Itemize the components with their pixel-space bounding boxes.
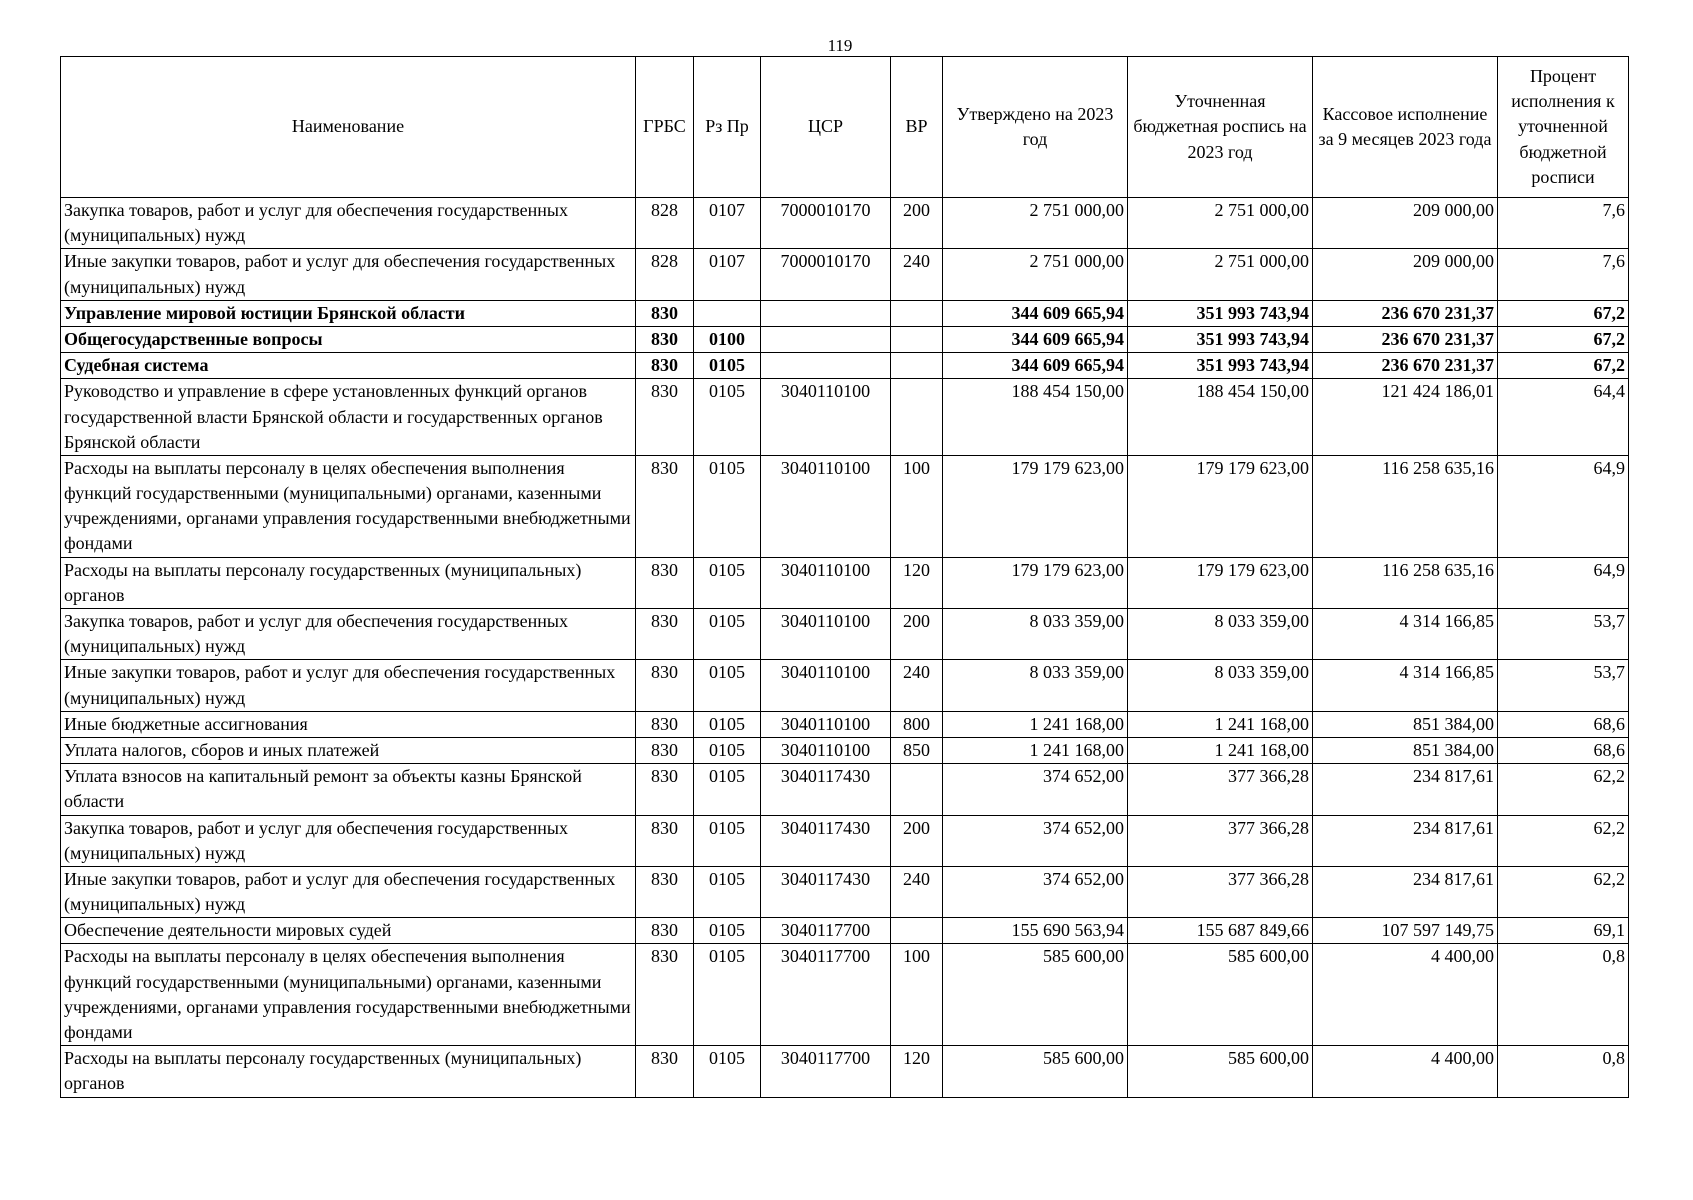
cell-approved: 374 652,00	[943, 866, 1128, 917]
header-name: Наименование	[61, 57, 636, 198]
cell-name: Закупка товаров, работ и услуг для обеспечения государственных (муниципальных) нужд	[61, 609, 636, 660]
cell-refined: 585 600,00	[1128, 1046, 1313, 1097]
cell-name: Общегосударственные вопросы	[61, 326, 636, 352]
cell-rzpr: 0105	[694, 711, 761, 737]
cell-approved: 155 690 563,94	[943, 918, 1128, 944]
cell-rzpr: 0105	[694, 660, 761, 711]
cell-cash: 121 424 186,01	[1313, 379, 1498, 456]
cell-grbs: 830	[636, 1046, 694, 1097]
cell-rzpr: 0105	[694, 764, 761, 815]
cell-grbs: 830	[636, 557, 694, 608]
cell-cash: 234 817,61	[1313, 815, 1498, 866]
cell-csr: 7000010170	[761, 249, 891, 300]
cell-name: Обеспечение деятельности мировых судей	[61, 918, 636, 944]
cell-refined: 8 033 359,00	[1128, 660, 1313, 711]
cell-refined: 351 993 743,94	[1128, 353, 1313, 379]
cell-vr: 200	[891, 198, 943, 249]
cell-percent: 7,6	[1498, 198, 1629, 249]
cell-csr	[761, 326, 891, 352]
cell-grbs: 830	[636, 300, 694, 326]
cell-name: Закупка товаров, работ и услуг для обеспечения государственных (муниципальных) нужд	[61, 198, 636, 249]
table-row	[61, 660, 1629, 711]
cell-vr: 800	[891, 711, 943, 737]
table-row	[61, 944, 1629, 1046]
cell-percent: 53,7	[1498, 609, 1629, 660]
cell-rzpr: 0105	[694, 1046, 761, 1097]
cell-approved: 188 454 150,00	[943, 379, 1128, 456]
cell-approved: 374 652,00	[943, 815, 1128, 866]
cell-vr: 120	[891, 1046, 943, 1097]
cell-vr	[891, 353, 943, 379]
cell-rzpr: 0105	[694, 815, 761, 866]
cell-percent: 67,2	[1498, 326, 1629, 352]
header-cash: Кассовое исполнение за 9 месяцев 2023 года	[1313, 57, 1498, 198]
header-grbs: ГРБС	[636, 57, 694, 198]
cell-approved: 1 241 168,00	[943, 711, 1128, 737]
cell-percent: 0,8	[1498, 944, 1629, 1046]
cell-cash: 116 258 635,16	[1313, 557, 1498, 608]
cell-vr	[891, 300, 943, 326]
cell-rzpr: 0105	[694, 353, 761, 379]
cell-percent: 0,8	[1498, 1046, 1629, 1097]
cell-refined: 585 600,00	[1128, 944, 1313, 1046]
cell-refined: 1 241 168,00	[1128, 711, 1313, 737]
cell-approved: 2 751 000,00	[943, 198, 1128, 249]
cell-vr: 100	[891, 944, 943, 1046]
cell-vr: 200	[891, 609, 943, 660]
cell-grbs: 830	[636, 455, 694, 557]
cell-refined: 179 179 623,00	[1128, 455, 1313, 557]
cell-refined: 8 033 359,00	[1128, 609, 1313, 660]
cell-name: Руководство и управление в сфере установленных функций органов государственной власти Брянской области и государственных органов Брянской области	[61, 379, 636, 456]
header-refined: Уточненная бюджетная роспись на 2023 год	[1128, 57, 1313, 198]
cell-refined: 351 993 743,94	[1128, 326, 1313, 352]
cell-cash: 851 384,00	[1313, 737, 1498, 763]
cell-grbs: 828	[636, 198, 694, 249]
cell-approved: 1 241 168,00	[943, 737, 1128, 763]
cell-rzpr: 0105	[694, 557, 761, 608]
page-number: 119	[827, 36, 853, 55]
cell-name: Управление мировой юстиции Брянской области	[61, 300, 636, 326]
cell-cash: 236 670 231,37	[1313, 326, 1498, 352]
cell-rzpr: 0107	[694, 249, 761, 300]
cell-grbs: 830	[636, 609, 694, 660]
cell-vr: 850	[891, 737, 943, 763]
cell-percent: 64,9	[1498, 557, 1629, 608]
cell-cash: 209 000,00	[1313, 198, 1498, 249]
header-row	[61, 57, 1629, 198]
header-vr: ВР	[891, 57, 943, 198]
cell-grbs: 828	[636, 249, 694, 300]
cell-vr	[891, 764, 943, 815]
cell-csr: 3040117700	[761, 918, 891, 944]
cell-cash: 4 400,00	[1313, 1046, 1498, 1097]
cell-grbs: 830	[636, 660, 694, 711]
cell-cash: 236 670 231,37	[1313, 353, 1498, 379]
cell-approved: 585 600,00	[943, 1046, 1128, 1097]
cell-name: Расходы на выплаты персоналу государственных (муниципальных) органов	[61, 1046, 636, 1097]
table-row	[61, 455, 1629, 557]
cell-approved: 179 179 623,00	[943, 557, 1128, 608]
cell-name: Расходы на выплаты персоналу в целях обеспечения выполнения функций государственными (муниципальными) органами, казенными учреждениями, органами управления государственными внебюджетными фондами	[61, 455, 636, 557]
cell-approved: 585 600,00	[943, 944, 1128, 1046]
table-row	[61, 379, 1629, 456]
cell-percent: 62,2	[1498, 815, 1629, 866]
header-approved: Утверждено на 2023 год	[943, 57, 1128, 198]
cell-grbs: 830	[636, 918, 694, 944]
cell-name: Расходы на выплаты персоналу в целях обеспечения выполнения функций государственными (муниципальными) органами, казенными учреждениями, органами управления государственными внебюджетными фондами	[61, 944, 636, 1046]
cell-vr	[891, 918, 943, 944]
table-row	[61, 866, 1629, 917]
cell-csr: 3040110100	[761, 557, 891, 608]
table-row	[61, 711, 1629, 737]
cell-cash: 234 817,61	[1313, 866, 1498, 917]
cell-grbs: 830	[636, 379, 694, 456]
cell-grbs: 830	[636, 944, 694, 1046]
cell-refined: 179 179 623,00	[1128, 557, 1313, 608]
cell-vr: 120	[891, 557, 943, 608]
cell-approved: 2 751 000,00	[943, 249, 1128, 300]
cell-approved: 374 652,00	[943, 764, 1128, 815]
cell-name: Уплата взносов на капитальный ремонт за объекты казны Брянской области	[61, 764, 636, 815]
cell-csr	[761, 353, 891, 379]
cell-name: Расходы на выплаты персоналу государственных (муниципальных) органов	[61, 557, 636, 608]
table-row	[61, 1046, 1629, 1097]
cell-rzpr: 0105	[694, 379, 761, 456]
table-row	[61, 557, 1629, 608]
cell-cash: 107 597 149,75	[1313, 918, 1498, 944]
cell-vr: 200	[891, 815, 943, 866]
cell-csr: 3040117430	[761, 815, 891, 866]
cell-cash: 4 314 166,85	[1313, 660, 1498, 711]
cell-name: Закупка товаров, работ и услуг для обеспечения государственных (муниципальных) нужд	[61, 815, 636, 866]
table-row	[61, 815, 1629, 866]
cell-vr	[891, 326, 943, 352]
cell-name: Иные бюджетные ассигнования	[61, 711, 636, 737]
cell-rzpr: 0105	[694, 918, 761, 944]
cell-name: Судебная система	[61, 353, 636, 379]
cell-csr: 3040110100	[761, 455, 891, 557]
cell-csr: 3040117430	[761, 764, 891, 815]
cell-refined: 1 241 168,00	[1128, 737, 1313, 763]
header-csr: ЦСР	[761, 57, 891, 198]
cell-percent: 67,2	[1498, 353, 1629, 379]
cell-rzpr: 0107	[694, 198, 761, 249]
cell-rzpr: 0105	[694, 866, 761, 917]
cell-percent: 62,2	[1498, 764, 1629, 815]
header-rzpr: Рз Пр	[694, 57, 761, 198]
cell-csr: 3040110100	[761, 737, 891, 763]
cell-approved: 8 033 359,00	[943, 660, 1128, 711]
table-row	[61, 918, 1629, 944]
cell-grbs: 830	[636, 737, 694, 763]
cell-grbs: 830	[636, 711, 694, 737]
cell-refined: 377 366,28	[1128, 866, 1313, 917]
table-row	[61, 326, 1629, 352]
table-body	[61, 198, 1629, 1098]
cell-name: Иные закупки товаров, работ и услуг для обеспечения государственных (муниципальных) нужд	[61, 249, 636, 300]
cell-csr: 3040110100	[761, 379, 891, 456]
cell-refined: 377 366,28	[1128, 815, 1313, 866]
cell-approved: 344 609 665,94	[943, 300, 1128, 326]
table-row	[61, 609, 1629, 660]
cell-grbs: 830	[636, 815, 694, 866]
cell-percent: 67,2	[1498, 300, 1629, 326]
cell-rzpr	[694, 300, 761, 326]
cell-rzpr: 0105	[694, 944, 761, 1046]
table-row	[61, 249, 1629, 300]
cell-grbs: 830	[636, 764, 694, 815]
cell-refined: 2 751 000,00	[1128, 198, 1313, 249]
cell-rzpr: 0105	[694, 609, 761, 660]
cell-cash: 209 000,00	[1313, 249, 1498, 300]
cell-approved: 179 179 623,00	[943, 455, 1128, 557]
cell-rzpr: 0105	[694, 455, 761, 557]
cell-percent: 53,7	[1498, 660, 1629, 711]
budget-table	[60, 56, 1629, 1098]
table-row	[61, 764, 1629, 815]
cell-csr: 3040110100	[761, 609, 891, 660]
cell-vr	[891, 379, 943, 456]
cell-percent: 68,6	[1498, 711, 1629, 737]
header-percent: Процент исполнения к уточненной бюджетной росписи	[1498, 57, 1629, 198]
cell-csr: 7000010170	[761, 198, 891, 249]
cell-approved: 344 609 665,94	[943, 326, 1128, 352]
cell-name: Иные закупки товаров, работ и услуг для обеспечения государственных (муниципальных) нужд	[61, 866, 636, 917]
cell-csr: 3040110100	[761, 660, 891, 711]
cell-approved: 344 609 665,94	[943, 353, 1128, 379]
cell-percent: 64,4	[1498, 379, 1629, 456]
cell-percent: 62,2	[1498, 866, 1629, 917]
cell-refined: 351 993 743,94	[1128, 300, 1313, 326]
cell-cash: 234 817,61	[1313, 764, 1498, 815]
cell-cash: 851 384,00	[1313, 711, 1498, 737]
cell-refined: 188 454 150,00	[1128, 379, 1313, 456]
table-row	[61, 353, 1629, 379]
cell-name: Уплата налогов, сборов и иных платежей	[61, 737, 636, 763]
cell-csr: 3040117430	[761, 866, 891, 917]
cell-vr: 240	[891, 660, 943, 711]
cell-rzpr: 0100	[694, 326, 761, 352]
cell-vr: 240	[891, 249, 943, 300]
cell-grbs: 830	[636, 866, 694, 917]
table-row	[61, 737, 1629, 763]
cell-refined: 155 687 849,66	[1128, 918, 1313, 944]
table-row	[61, 198, 1629, 249]
cell-csr: 3040117700	[761, 944, 891, 1046]
cell-rzpr: 0105	[694, 737, 761, 763]
table-row	[61, 300, 1629, 326]
cell-approved: 8 033 359,00	[943, 609, 1128, 660]
cell-percent: 64,9	[1498, 455, 1629, 557]
cell-name: Иные закупки товаров, работ и услуг для обеспечения государственных (муниципальных) нужд	[61, 660, 636, 711]
cell-refined: 2 751 000,00	[1128, 249, 1313, 300]
cell-refined: 377 366,28	[1128, 764, 1313, 815]
cell-cash: 4 314 166,85	[1313, 609, 1498, 660]
cell-csr: 3040110100	[761, 711, 891, 737]
cell-percent: 68,6	[1498, 737, 1629, 763]
cell-percent: 7,6	[1498, 249, 1629, 300]
cell-csr	[761, 300, 891, 326]
cell-vr: 240	[891, 866, 943, 917]
cell-grbs: 830	[636, 326, 694, 352]
cell-grbs: 830	[636, 353, 694, 379]
cell-cash: 4 400,00	[1313, 944, 1498, 1046]
cell-percent: 69,1	[1498, 918, 1629, 944]
cell-csr: 3040117700	[761, 1046, 891, 1097]
cell-cash: 236 670 231,37	[1313, 300, 1498, 326]
cell-vr: 100	[891, 455, 943, 557]
cell-cash: 116 258 635,16	[1313, 455, 1498, 557]
